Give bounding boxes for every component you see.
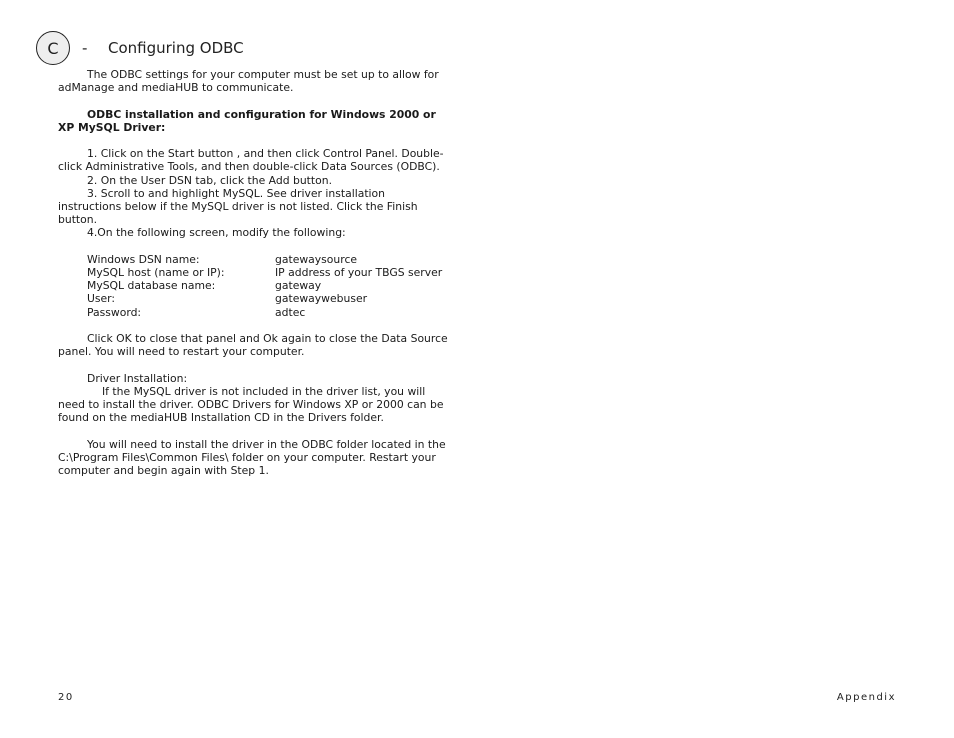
step-1: click Administrative Tools, and then double-click Data Sources (ODBC). bbox=[58, 160, 440, 174]
step-4: 4.On the following screen, modify the following: bbox=[87, 226, 346, 240]
install-paragraph-line: computer and begin again with Step 1. bbox=[58, 464, 269, 477]
intro-paragraph-line: The ODBC settings for your computer must be set up to allow for bbox=[87, 68, 439, 81]
ok-paragraph-line: Click OK to close that panel and Ok again to close the Data Source bbox=[87, 332, 448, 345]
chapter-dash: - bbox=[82, 39, 88, 57]
setting-label: MySQL host (name or IP): bbox=[87, 266, 225, 279]
step-3: instructions below if the MySQL driver is not listed. Click the Finish bbox=[58, 200, 418, 213]
section-subheading: ODBC installation and configuration for Windows 2000 or bbox=[87, 107, 436, 121]
page-number: 20 bbox=[58, 692, 74, 703]
step-1: 1. Click on the Start button , and then click Control Panel. Double- bbox=[87, 147, 444, 161]
setting-value: gateway bbox=[275, 279, 322, 293]
section-subheading: XP MySQL Driver: bbox=[58, 120, 166, 134]
setting-value: adtec bbox=[275, 305, 306, 319]
page-title: Configuring ODBC bbox=[108, 39, 244, 57]
step-3: 3. Scroll to and highlight MySQL. See driver installation bbox=[87, 186, 385, 200]
install-paragraph-line: C:\Program Files\Common Files\ folder on your computer. Restart your bbox=[58, 450, 436, 464]
setting-value: gatewaywebuser bbox=[275, 292, 368, 306]
footer-section-label: Appendix bbox=[836, 692, 896, 703]
setting-label: Windows DSN name: bbox=[87, 252, 200, 266]
document-body bbox=[58, 68, 456, 477]
chapter-letter: C bbox=[47, 38, 59, 58]
chapter-badge bbox=[36, 31, 70, 65]
install-paragraph-line: You will need to install the driver in the ODBC folder located in the bbox=[87, 437, 446, 451]
driver-paragraph-line: need to install the driver. ODBC Drivers for Windows XP or 2000 can be bbox=[58, 398, 444, 411]
intro-paragraph-line: adManage and mediaHUB to communicate. bbox=[58, 81, 294, 95]
step-2: 2. On the User DSN tab, click the Add button. bbox=[87, 173, 333, 187]
setting-value: gatewaysource bbox=[275, 252, 358, 266]
ok-paragraph-line: panel. You will need to restart your computer. bbox=[58, 345, 305, 359]
driver-paragraph-line: If the MySQL driver is not included in the driver list, you will bbox=[102, 384, 426, 398]
setting-label: Password: bbox=[87, 305, 142, 319]
driver-installation-heading: Driver Installation: bbox=[87, 371, 188, 385]
driver-paragraph-line: found on the mediaHUB Installation CD in the Drivers folder. bbox=[58, 411, 384, 425]
setting-label: User: bbox=[87, 292, 116, 306]
settings-table bbox=[58, 253, 456, 319]
step-3: button. bbox=[58, 213, 98, 227]
setting-value: IP address of your TBGS server bbox=[275, 266, 443, 279]
setting-label: MySQL database name: bbox=[87, 279, 216, 293]
